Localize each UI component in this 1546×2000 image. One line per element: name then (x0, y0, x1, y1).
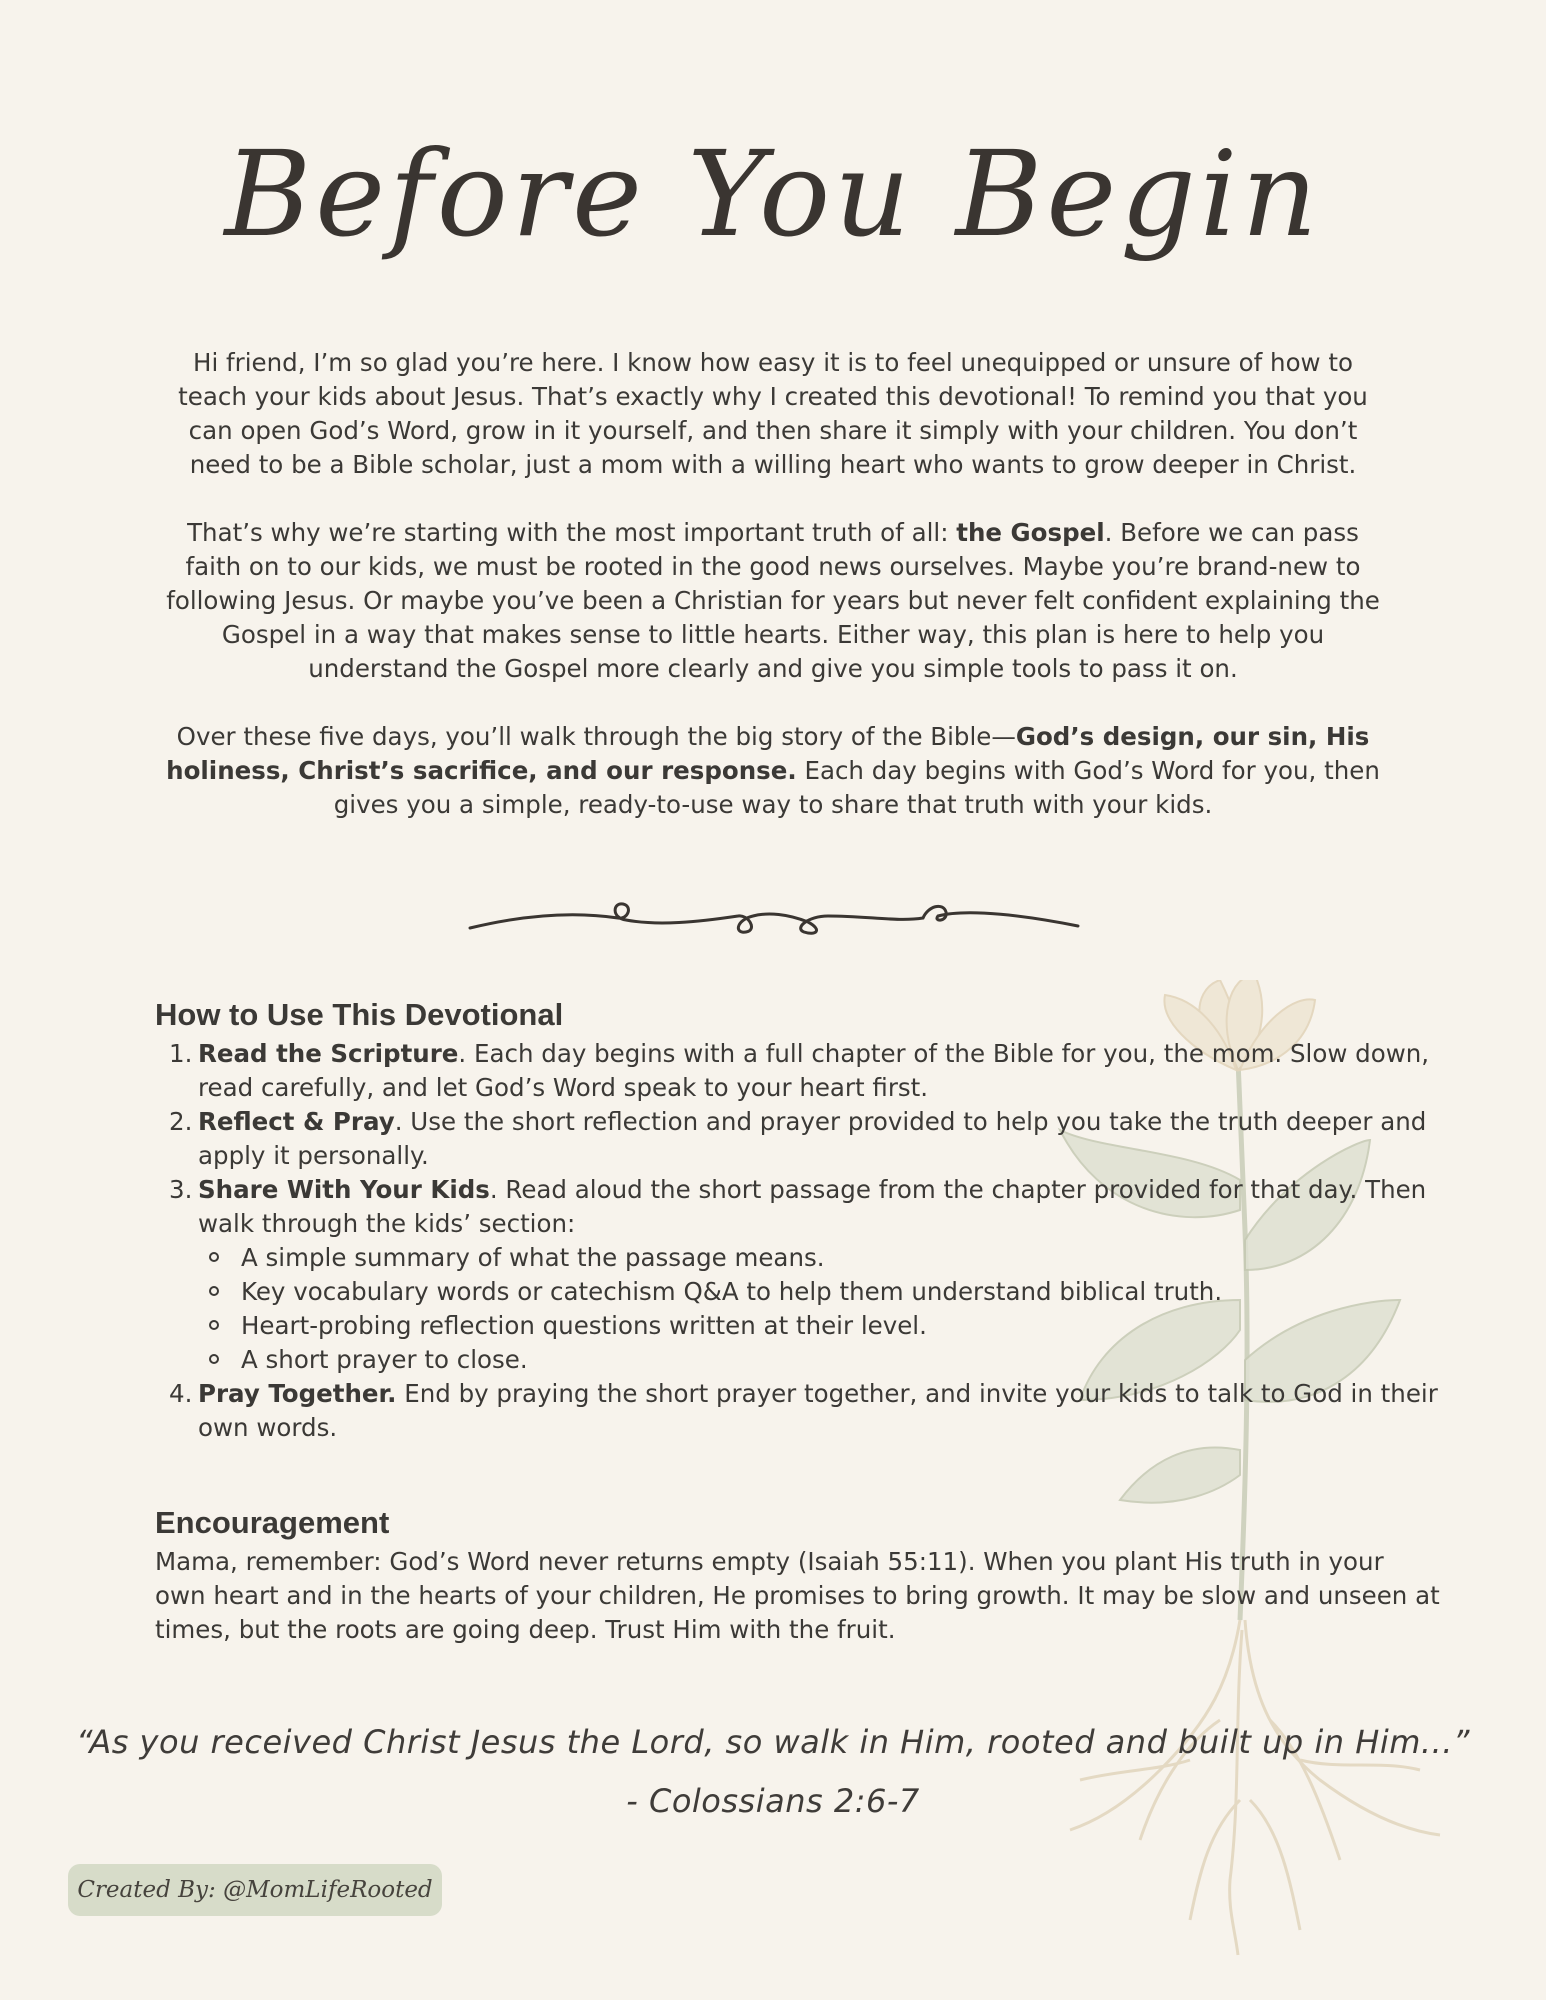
step-title: Pray Together. (198, 1379, 397, 1408)
five-days-emphasis: God’s design, our sin, His holiness, Christ’s sacrifice, and our response. (166, 722, 1370, 785)
gospel-emphasis: the Gospel (956, 518, 1105, 547)
kids-section-list (198, 1241, 1440, 1377)
step-title: Reflect & Pray (198, 1107, 395, 1136)
step-text: . Each day begins with a full chapter of the Bible for you, the mom. Slow down, read carefully, and let God’s Word speak to your heart first. (198, 1039, 1430, 1102)
step-title: Share With Your Kids (198, 1175, 490, 1204)
list-item: Key vocabulary words or catechism Q&A to help them understand biblical truth. (198, 1275, 1440, 1309)
step-number: 2. (169, 1107, 193, 1136)
list-item: A short prayer to close. (198, 1343, 1440, 1377)
intro-text (165, 346, 1381, 856)
list-item: Heart-probing reflection questions written at their level. (198, 1309, 1440, 1343)
circle-bullet-icon (209, 1252, 219, 1262)
encouragement-section (155, 1505, 1440, 1647)
list-item (155, 1105, 1440, 1173)
circle-bullet-icon (209, 1286, 219, 1296)
step-text: . Read aloud the short passage from the chapter provided for that day. Then walk through the kids’ section: (198, 1175, 1427, 1238)
list-item (155, 1377, 1440, 1445)
circle-bullet-icon (209, 1320, 219, 1330)
intro-paragraph: That’s why we’re starting with the most important truth of all: the Gospel. Before we can pass faith on to our kids, we must be rooted in the good news ourselves. Maybe you’re brand-new to following Jesus. Or maybe you’ve been a Christian for years but never felt confident explaining the Gospel in a way that makes sense to little hearts. Either way, this plan is here to help you understand the Gospel more clearly and give you simple tools to pass it on. (166, 518, 1380, 683)
list-item (155, 1173, 1440, 1377)
intro-paragraph: Over these five days, you’ll walk through the big story of the Bible—God’s design, our sin, His holiness, Christ’s sacrifice, and our response. Each day begins with God’s Word for you, then gives you a simple, ready-to-use way to share that truth with your kids. (166, 722, 1380, 819)
how-to-use-heading: How to Use This Devotional (155, 997, 564, 1032)
step-text: End by praying the short prayer together, and invite your kids to talk to God in their own words. (198, 1379, 1438, 1442)
step-title: Read the Scripture (198, 1039, 459, 1068)
flourish-divider (468, 896, 1080, 942)
list-item (155, 1037, 1440, 1105)
creator-credit-badge: Created By: @MomLifeRooted (68, 1864, 442, 1916)
step-text: . Use the short reflection and prayer provided to help you take the truth deeper and apply it personally. (198, 1107, 1427, 1170)
step-number: 3. (169, 1175, 193, 1204)
list-item: A simple summary of what the passage means. (198, 1241, 1440, 1275)
intro-paragraph: Hi friend, I’m so glad you’re here. I know how easy it is to feel unequipped or unsure of how to teach your kids about Jesus. That’s exactly why I created this devotional! To remind you that you can open God’s Word, grow in it yourself, and then share it simply with your children. You don’t need to be a Bible scholar, just a mom with a willing heart who wants to grow deeper in Christ. (178, 348, 1368, 479)
verse-quote: “As you received Christ Jesus the Lord, so walk in Him, rooted and built up in Him...” (76, 1723, 1470, 1761)
scripture-quote (0, 1713, 1546, 1831)
encouragement-text: Mama, remember: God’s Word never returns empty (Isaiah 55:11). When you plant His truth in your own heart and in the hearts of your children, He promises to bring growth. It may be slow and unseen at times, but the roots are going deep. Trust Him with the fruit. (155, 1547, 1440, 1644)
encouragement-heading: Encouragement (155, 1505, 390, 1540)
step-number: 1. (169, 1039, 193, 1068)
steps-list (155, 1037, 1440, 1445)
circle-bullet-icon (209, 1354, 219, 1364)
how-to-use-section (155, 997, 1440, 1445)
verse-reference: - Colossians 2:6-7 (626, 1782, 920, 1820)
page-title: Before You Begin (224, 125, 1322, 263)
step-number: 4. (169, 1379, 193, 1408)
